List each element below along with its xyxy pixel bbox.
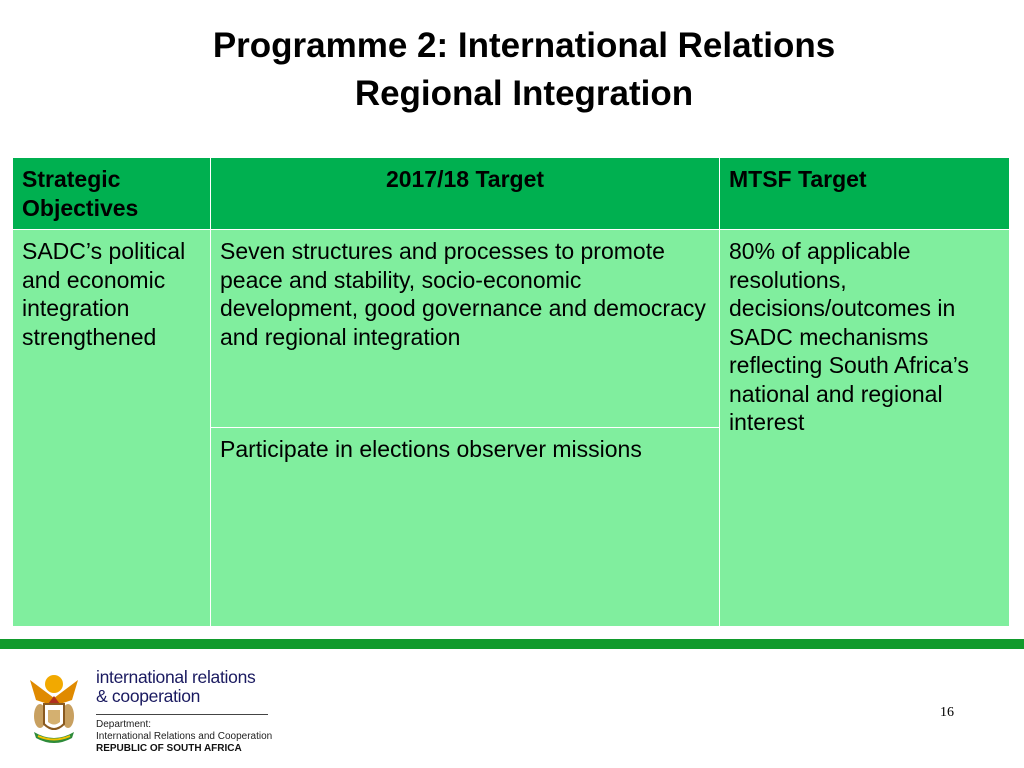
title-line-2: Regional Integration <box>354 74 694 113</box>
table-header-row <box>13 158 1010 230</box>
header-strategic-objectives: Strategic Objectives <box>13 158 211 230</box>
objectives-table <box>12 157 1010 627</box>
slide-title <box>0 22 1024 118</box>
logo-rule <box>96 714 268 715</box>
department-logo-text <box>96 668 272 755</box>
title-line-1: Programme 2: International Relations <box>212 26 836 65</box>
page-number: 16 <box>940 705 954 720</box>
objective-cell: SADC’s political and economic integration strengthened <box>13 230 211 627</box>
department-label: Department: <box>96 719 152 730</box>
header-2017-18-target: 2017/18 Target <box>211 158 720 230</box>
footer-divider-bar <box>0 639 1024 649</box>
mtsf-target-cell: 80% of applicable resolutions, decisions/outcomes in SADC mechanisms reflecting South Africa’s national and regional interest <box>720 230 1010 627</box>
country-name: REPUBLIC OF SOUTH AFRICA <box>96 743 242 754</box>
logo-line-2: & cooperation <box>96 686 201 706</box>
department-name: International Relations and Cooperation <box>96 731 273 742</box>
logo-line-1: international relations <box>96 667 256 687</box>
target-cell-2: Participate in elections observer missions <box>211 428 720 627</box>
target-cell-1: Seven structures and processes to promote peace and stability, socio-economic development, good governance and democracy and regional integration <box>211 230 720 428</box>
table-row <box>13 230 1010 428</box>
coat-of-arms-icon <box>26 670 82 750</box>
header-mtsf-target: MTSF Target <box>720 158 1010 230</box>
